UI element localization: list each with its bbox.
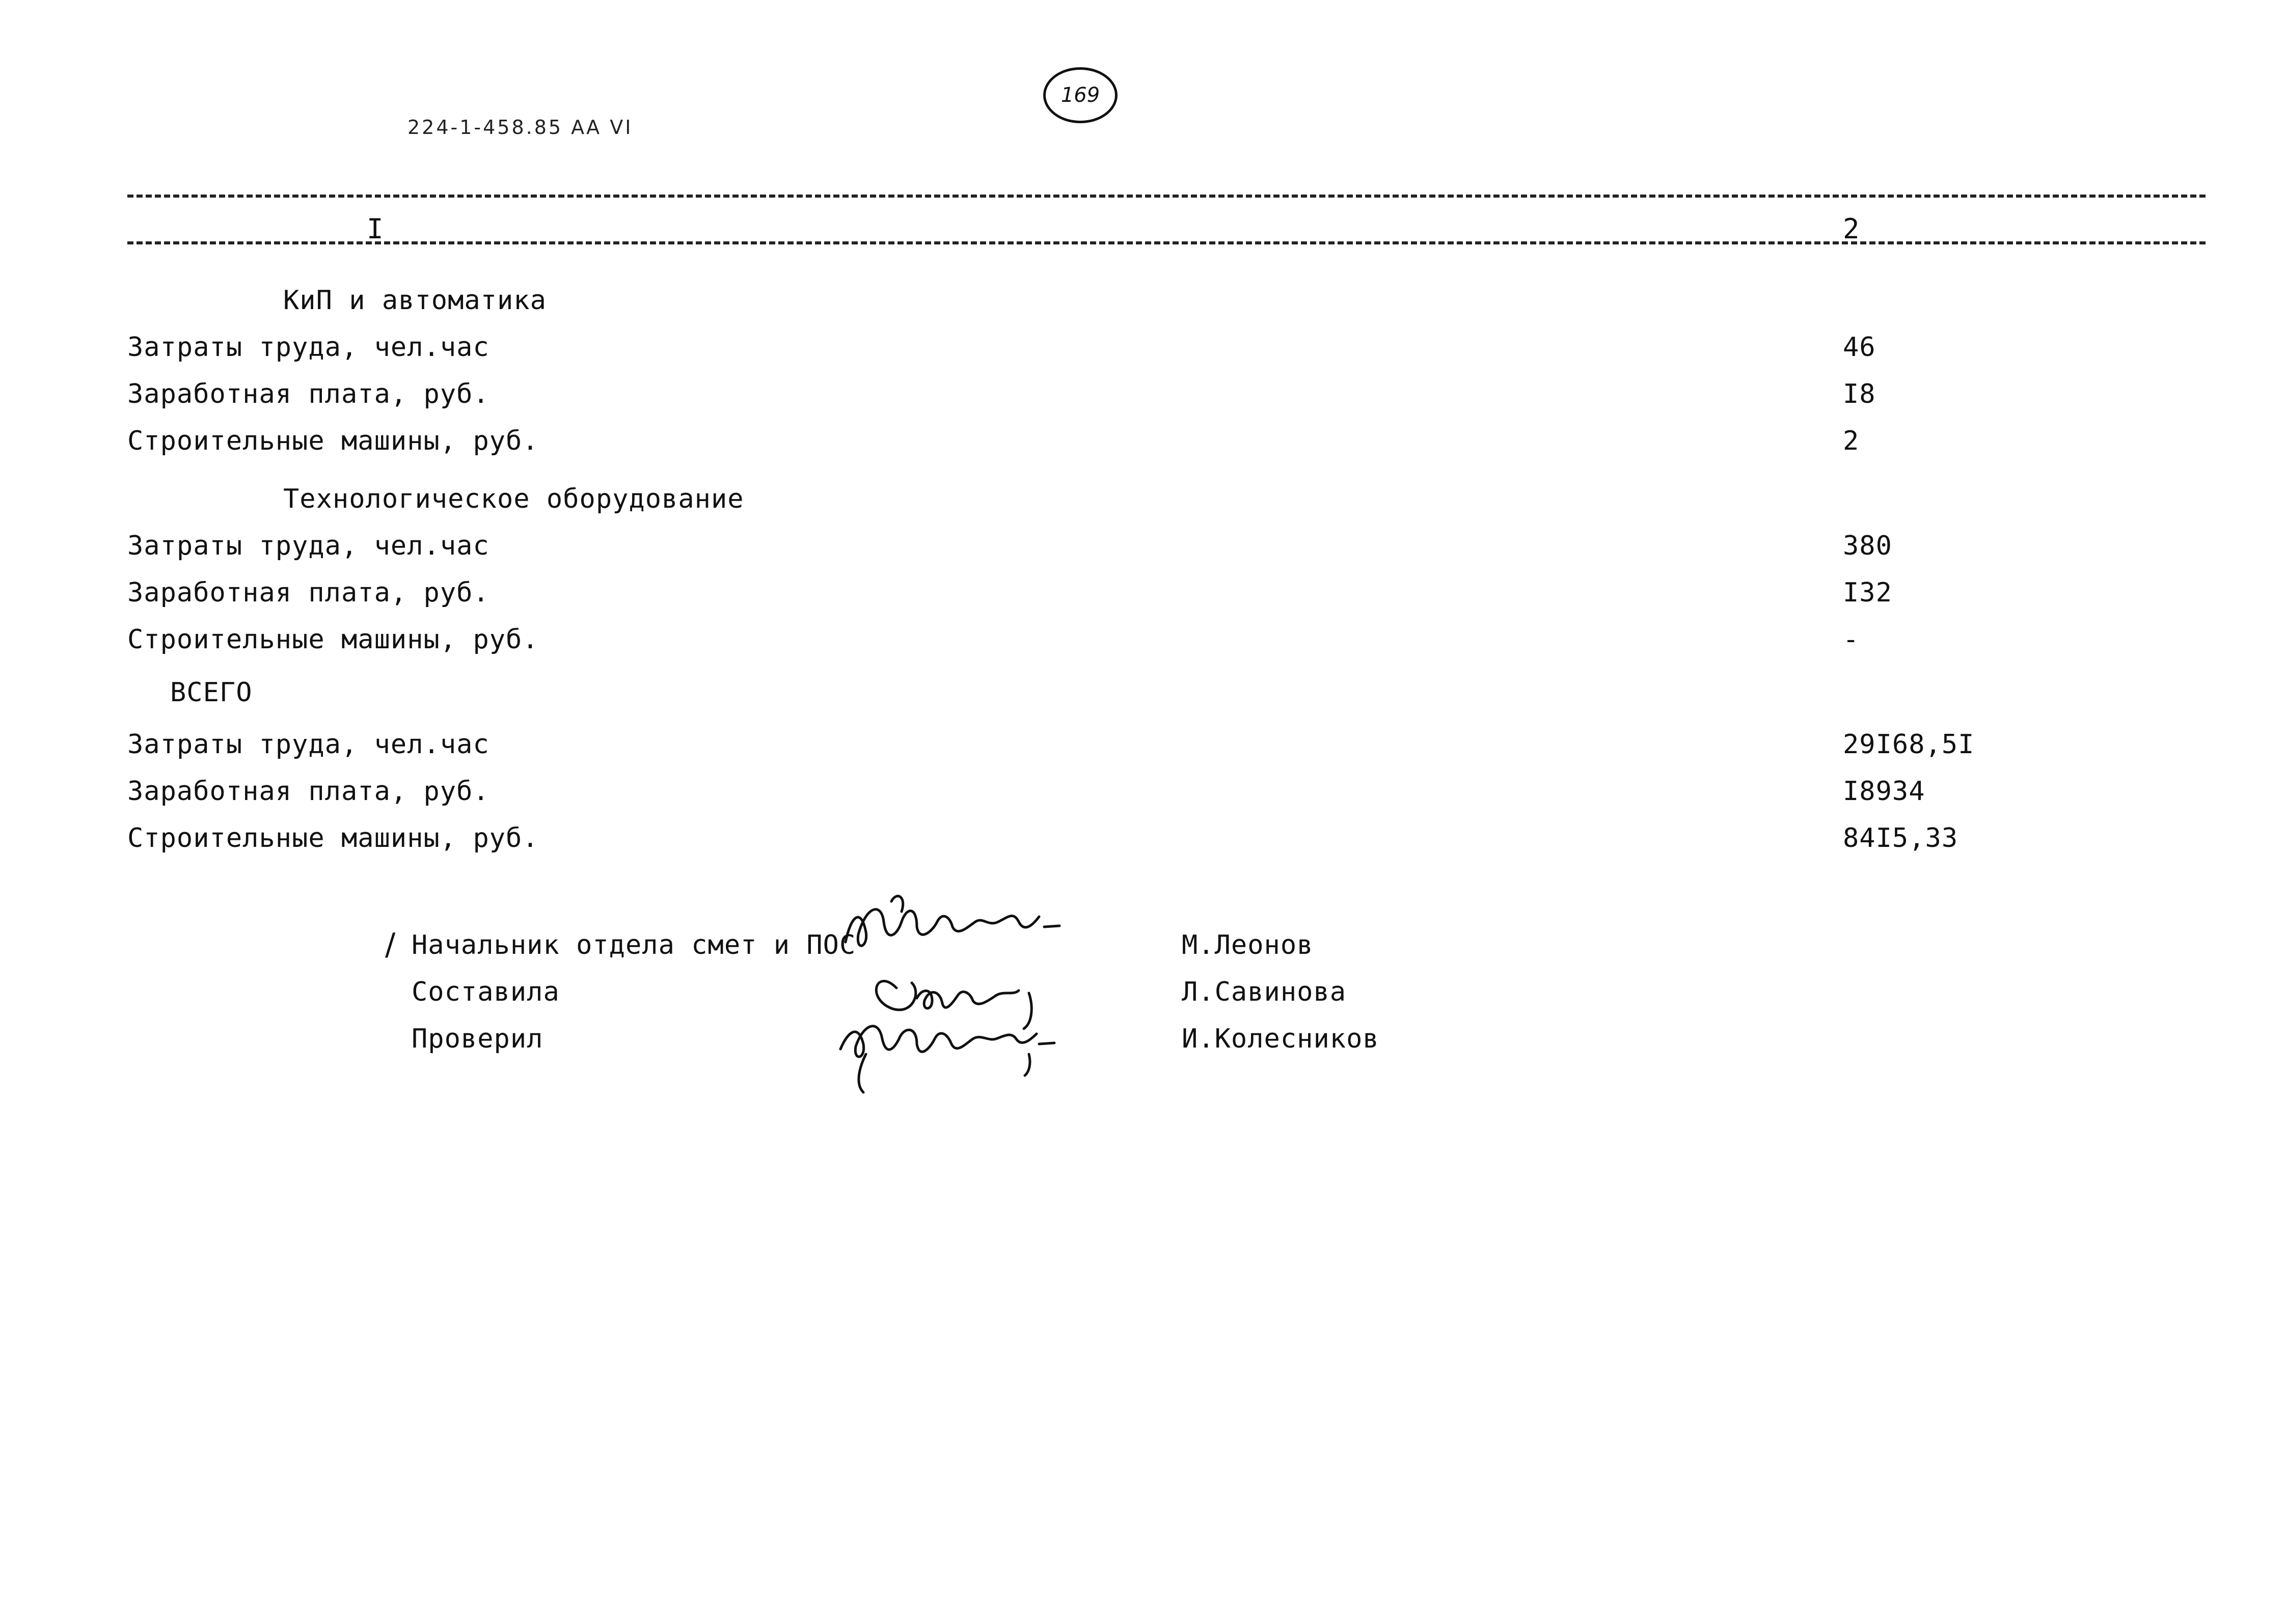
section-title-total: ВСЕГО (170, 677, 253, 708)
section-title-kip: КиП и автоматика (283, 285, 547, 316)
table-top-rule (127, 195, 2206, 198)
column-header-2: 2 (1843, 213, 1860, 245)
row-value: I32 (1843, 577, 1892, 608)
row-label: Затраты труда, чел.час (127, 729, 489, 760)
row-label: Заработная плата, руб. (127, 776, 489, 807)
row-label: Заработная плата, руб. (127, 577, 489, 608)
row-value: 2 (1843, 426, 1860, 456)
signature-role-checker: Проверил (412, 1024, 543, 1054)
signature-3-scribble (840, 1026, 1054, 1092)
page-number: 169 (1043, 67, 1118, 123)
row-value: 46 (1843, 332, 1876, 363)
signature-name-composer: Л.Савинова (1182, 977, 1347, 1007)
signature-name-checker: И.Колесников (1182, 1024, 1379, 1054)
document-code: 224-1-458.85 АА VI (407, 116, 633, 139)
row-value: I8 (1843, 379, 1876, 409)
row-label: Строительные машины, руб. (127, 426, 539, 456)
column-header-1: I (367, 213, 384, 245)
signature-mark: / (385, 927, 396, 962)
signature-role-composer: Составила (412, 977, 560, 1007)
handwritten-signatures (835, 886, 1121, 1100)
row-value: 29I68,5I (1843, 729, 1975, 760)
signature-2-scribble (876, 981, 1031, 1029)
row-label: Затраты труда, чел.час (127, 531, 489, 561)
row-value: 84I5,33 (1843, 823, 1958, 854)
row-label: Строительные машины, руб. (127, 823, 539, 854)
row-label: Заработная плата, руб. (127, 379, 489, 409)
table-header-rule (127, 241, 2206, 244)
row-value: I8934 (1843, 776, 1925, 807)
row-label: Затраты труда, чел.час (127, 332, 489, 363)
row-value: 380 (1843, 531, 1892, 561)
row-value: - (1843, 624, 1860, 655)
signature-name-head: М.Леонов (1182, 930, 1314, 960)
section-title-equipment: Технологическое оборудование (283, 484, 744, 514)
signature-role-head: Начальник отдела смет и ПОС (412, 930, 856, 960)
row-label: Строительные машины, руб. (127, 624, 539, 655)
signature-1-scribble (846, 896, 1059, 946)
